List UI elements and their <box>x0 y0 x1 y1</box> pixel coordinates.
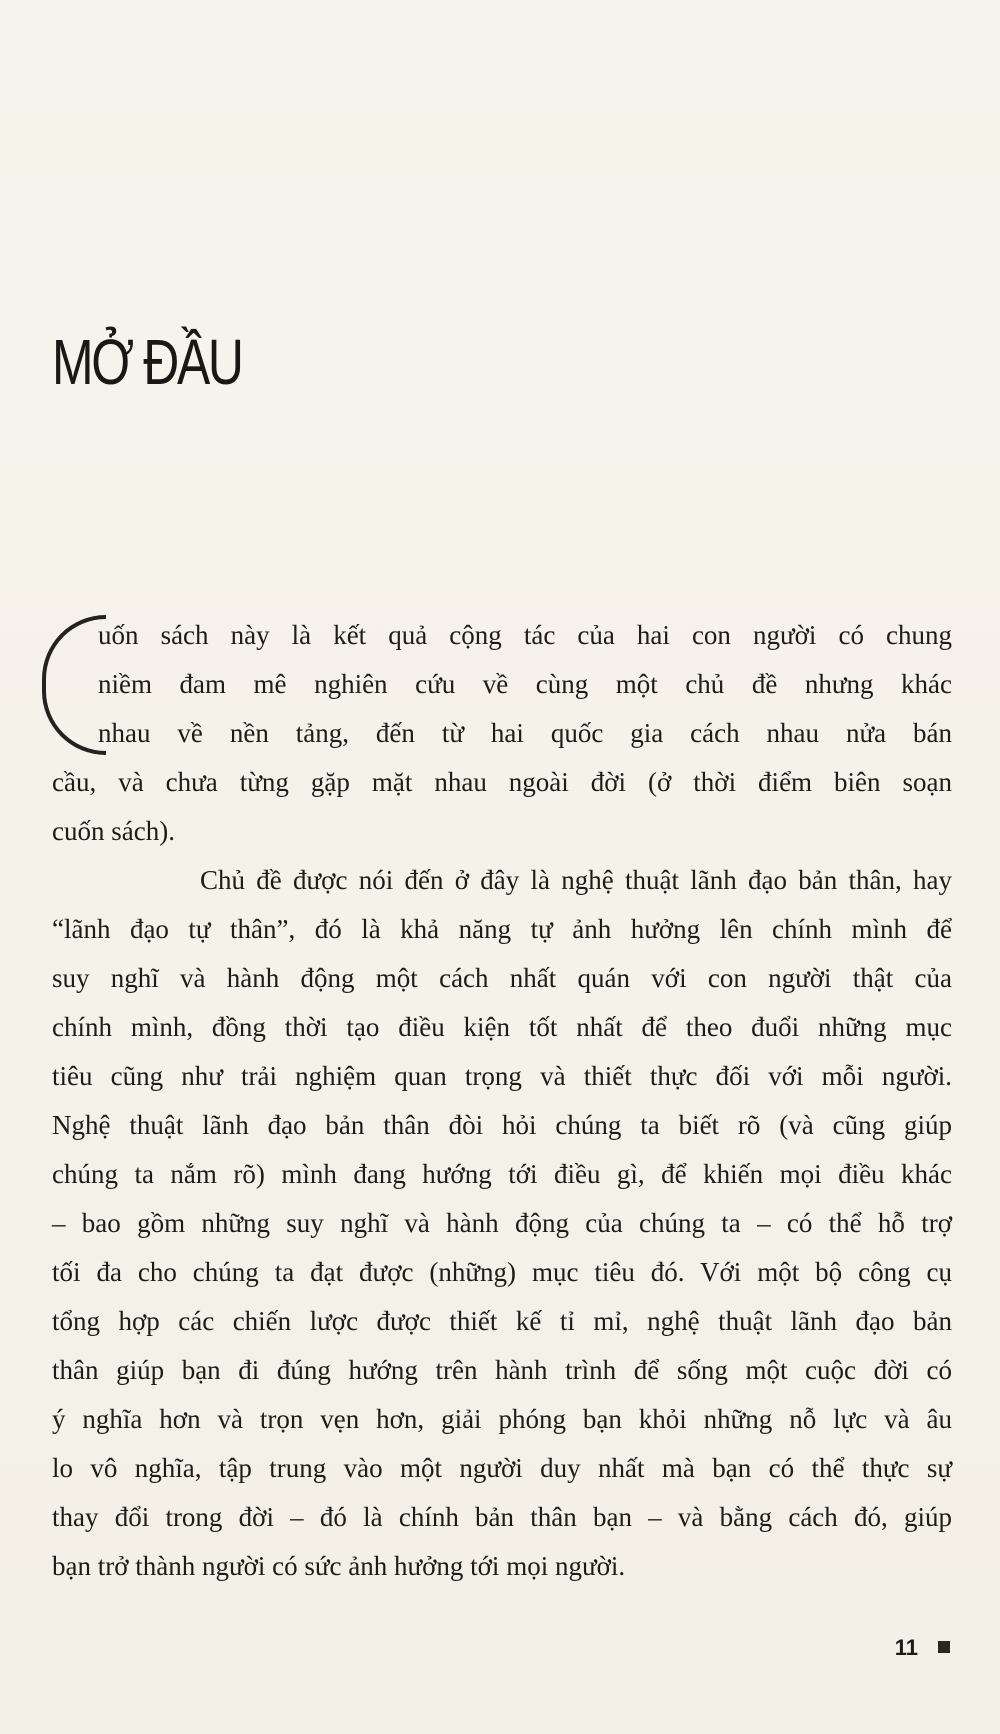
text-line: cuốn sách). <box>52 816 175 846</box>
text-line: Chủ đề được nói đến ở đây là nghệ thuật lãnh đạo bản thân, hay <box>200 865 952 895</box>
text-line: tiêu cũng như trải nghiệm quan trọng và thiết thực đối với mỗi người. <box>52 1061 952 1091</box>
text-line: tối đa cho chúng ta đạt được (những) mục tiêu đó. Với một bộ công cụ <box>52 1257 952 1287</box>
text-line: tổng hợp các chiến lược được thiết kế tỉ mỉ, nghệ thuật lãnh đạo bản <box>52 1306 952 1336</box>
text-line: ý nghĩa hơn và trọn vẹn hơn, giải phóng bạn khỏi những nỗ lực và âu <box>52 1404 952 1434</box>
text-line: uốn sách này là kết quả cộng tác của hai con người có chung <box>98 620 952 650</box>
paragraph-first <box>52 611 952 856</box>
body-text <box>52 611 952 1591</box>
text-line: Nghệ thuật lãnh đạo bản thân đòi hỏi chúng ta biết rõ (và cũng giúp <box>52 1110 952 1140</box>
text-line: chính mình, đồng thời tạo điều kiện tốt nhất để theo đuổi những mục <box>52 1012 952 1042</box>
text-line: “lãnh đạo tự thân”, đó là khả năng tự ảnh hưởng lên chính mình để <box>52 914 952 944</box>
text-line: – bao gồm những suy nghĩ và hành động của chúng ta – có thể hỗ trợ <box>52 1208 952 1238</box>
text-line: suy nghĩ và hành động một cách nhất quán với con người thật của <box>52 963 952 993</box>
text-line: chúng ta nắm rõ) mình đang hướng tới điều gì, để khiến mọi điều khác <box>52 1159 952 1189</box>
text-line: niềm đam mê nghiên cứu về cùng một chủ đề nhưng khác <box>98 669 952 699</box>
text-line: thân giúp bạn đi đúng hướng trên hành trình để sống một cuộc đời có <box>52 1355 952 1385</box>
text-line: lo vô nghĩa, tập trung vào một người duy nhất mà bạn có thể thực sự <box>52 1453 952 1483</box>
text-line: thay đổi trong đời – đó là chính bản thân bạn – và bằng cách đó, giúp <box>52 1502 952 1532</box>
text-line: nhau về nền tảng, đến từ hai quốc gia cách nhau nửa bán <box>98 718 952 748</box>
text-line: cầu, và chưa từng gặp mặt nhau ngoài đời (ở thời điểm biên soạn <box>52 767 952 797</box>
chapter-title: MỞ ĐẦU <box>52 326 242 398</box>
text-line: bạn trở thành người có sức ảnh hưởng tới mọi người. <box>52 1551 626 1581</box>
square-marker-icon <box>938 1641 950 1653</box>
paragraph-second <box>52 856 952 1591</box>
page-number: 11 <box>894 1635 918 1660</box>
